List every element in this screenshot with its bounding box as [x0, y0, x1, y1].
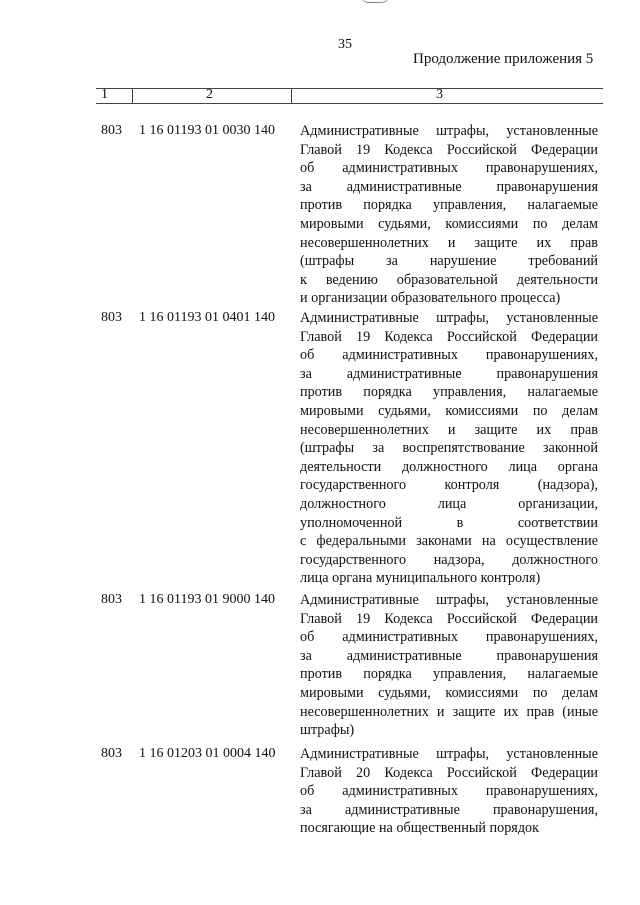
header-bottom-rule	[96, 103, 603, 104]
description-line: за административные правонарушения	[300, 178, 598, 195]
description-line: Главой 20 Кодекса Российской Федерации	[300, 764, 598, 781]
table-header	[96, 88, 603, 103]
description-line: об административных правонарушениях,	[300, 629, 598, 646]
description-line: против порядка управления, налагаемые	[300, 384, 598, 401]
admin-code: 803	[101, 123, 122, 138]
description-line: посягающие на общественный порядок	[300, 820, 540, 837]
budget-classification-code: 1 16 01193 01 9000 140	[139, 592, 275, 607]
description-line: несовершеннолетних и защите их прав (иные	[300, 703, 598, 720]
income-description	[300, 309, 598, 588]
budget-classification-code: 1 16 01193 01 0030 140	[139, 123, 275, 138]
page-number: 35	[338, 37, 352, 52]
admin-code: 803	[101, 592, 122, 607]
admin-code: 803	[101, 310, 122, 325]
description-line: Главой 19 Кодекса Российской Федерации	[300, 328, 598, 345]
description-line: за административные правонарушения	[300, 647, 598, 664]
budget-classification-code: 1 16 01193 01 0401 140	[139, 310, 275, 325]
description-line: государственного надзора, должностного	[300, 551, 598, 568]
description-line: мировыми судьями, комиссиями по делам	[300, 684, 598, 701]
description-line: мировыми судьями, комиссиями по делам	[300, 402, 598, 419]
description-line: Административные штрафы, установленные	[300, 592, 598, 608]
description-line: против порядка управления, налагаемые	[300, 197, 598, 214]
income-description	[300, 122, 598, 308]
description-line: об административных правонарушениях,	[300, 160, 598, 177]
header-col-1: 1	[101, 87, 108, 102]
description-line: Главой 19 Кодекса Российской Федерации	[300, 141, 598, 158]
header-top-rule	[96, 88, 603, 89]
description-line: Административные штрафы, установленные	[300, 310, 598, 326]
description-line: против порядка управления, налагаемые	[300, 666, 598, 683]
description-line: и организации образовательного процесса)	[300, 290, 561, 307]
admin-code: 803	[101, 746, 122, 761]
description-line: деятельности должностного лица органа	[300, 458, 598, 475]
description-line: Административные штрафы, установленные	[300, 123, 598, 139]
description-line: (штрафы за воспрепятствование законной	[300, 440, 598, 457]
income-description	[300, 745, 598, 838]
description-line: с федеральными законами на осуществление	[300, 533, 598, 550]
description-line: об административных правонарушениях,	[300, 783, 598, 800]
header-divider	[291, 88, 292, 104]
description-line: государственного контроля (надзора),	[300, 477, 598, 494]
description-line: (штрафы за нарушение требований	[300, 253, 598, 270]
description-line: должностного лица организации,	[300, 495, 598, 512]
description-line: несовершеннолетних и защите их прав	[300, 234, 598, 251]
header-col-3: 3	[436, 87, 443, 102]
description-line: Административные штрафы, установленные	[300, 746, 598, 762]
header-col-2: 2	[206, 87, 213, 102]
description-line: об административных правонарушениях,	[300, 347, 598, 364]
description-line: к ведению образовательной деятельности	[300, 271, 598, 288]
description-line: уполномоченной в соответствии	[300, 514, 598, 531]
description-line: лица органа муниципального контроля)	[300, 570, 541, 587]
page-top-mark	[360, 0, 390, 3]
continuation-label: Продолжение приложения 5	[413, 51, 594, 67]
header-divider	[132, 88, 133, 104]
income-description	[300, 591, 598, 740]
description-line: за административные правонарушения	[300, 365, 598, 382]
budget-classification-code: 1 16 01203 01 0004 140	[139, 746, 276, 761]
description-line: за административные правонарушения,	[300, 801, 598, 818]
description-line: штрафы)	[300, 722, 355, 739]
description-line: Главой 19 Кодекса Российской Федерации	[300, 610, 598, 627]
description-line: несовершеннолетних и защите их прав	[300, 421, 598, 438]
description-line: мировыми судьями, комиссиями по делам	[300, 215, 598, 232]
